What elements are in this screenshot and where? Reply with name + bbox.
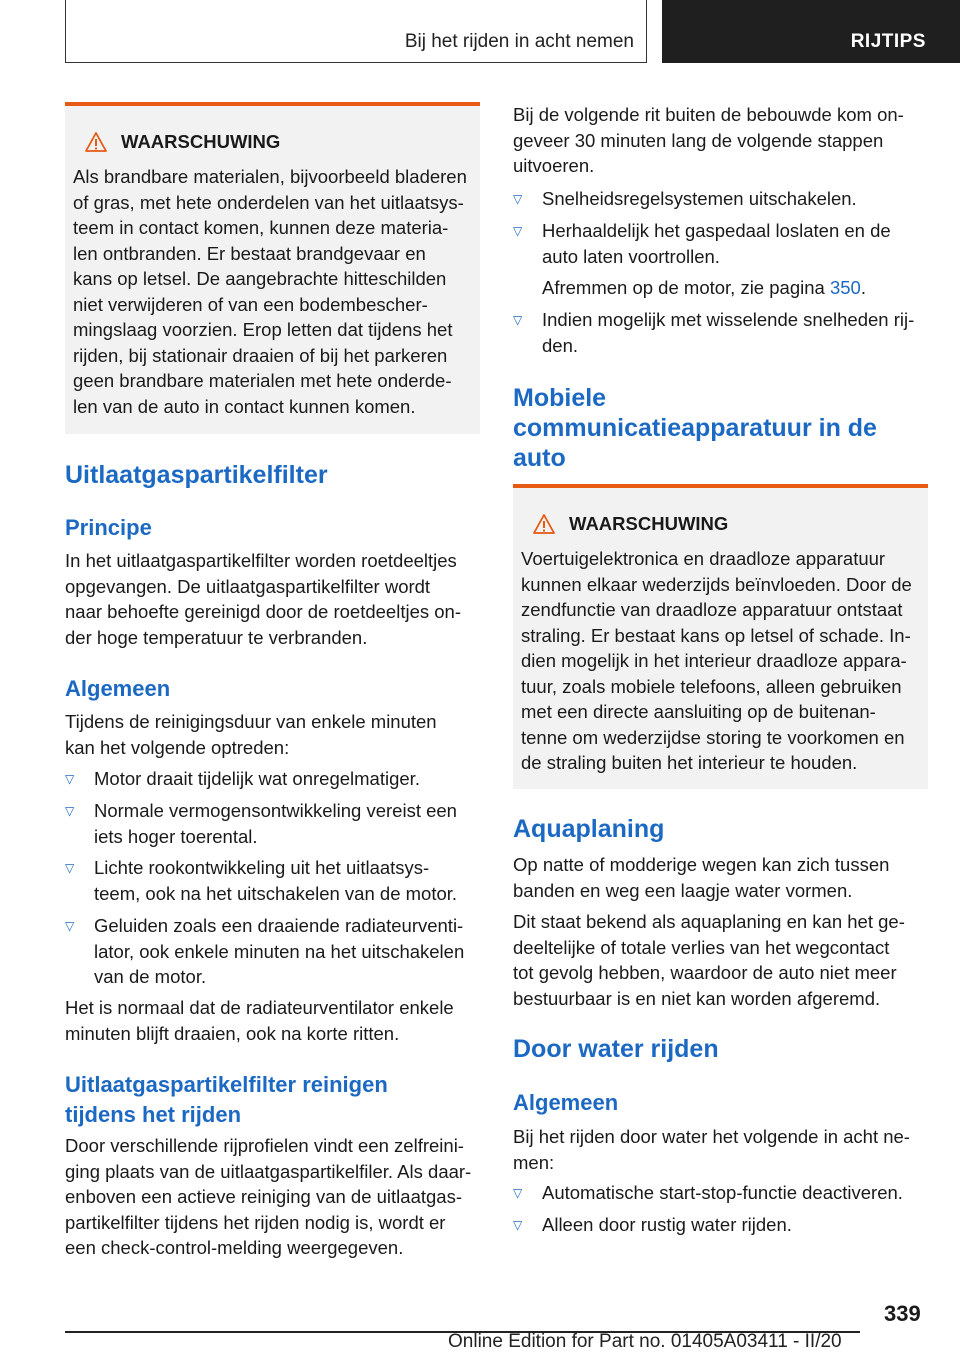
text-line: Snelheidsregelsystemen uitschakelen. bbox=[542, 188, 857, 209]
text-line: In het uitlaatgaspartikelfilter worden roetdeeltjes bbox=[65, 550, 457, 571]
edition-text: Online Edition for Part no. 01405A03411 - II/20 bbox=[448, 1331, 842, 1352]
water-paragraph bbox=[513, 1124, 928, 1175]
list-item bbox=[513, 1180, 928, 1206]
list-item bbox=[65, 855, 480, 906]
header-box bbox=[65, 0, 647, 63]
text-line: Bij het rijden door water het volgende in acht ne- bbox=[513, 1126, 910, 1147]
warning-line: teem in contact komen, kunnen deze materia- bbox=[73, 217, 449, 238]
text-line: men: bbox=[513, 1151, 555, 1173]
text-line: auto laten voortrollen. bbox=[542, 245, 720, 267]
warning-title bbox=[521, 512, 920, 536]
warning-line: len van de auto in contact kunnen komen. bbox=[73, 395, 416, 417]
aqua-paragraph-2 bbox=[513, 909, 928, 1011]
text-line: Herhaaldelijk het gaspedaal loslaten en de bbox=[542, 220, 891, 241]
text-line: den. bbox=[542, 334, 579, 356]
afremmen-text: Afremmen op de motor, zie pagina bbox=[542, 277, 830, 298]
heading-mobiele bbox=[513, 383, 877, 473]
aqua-paragraph-1 bbox=[513, 852, 928, 903]
list-item bbox=[513, 307, 928, 358]
list-item bbox=[65, 766, 480, 792]
principe-paragraph bbox=[65, 548, 480, 650]
afremmen-suffix: . bbox=[860, 277, 866, 298]
warning-line: straling. Er bestaat kans op letsel of schade. In- bbox=[521, 624, 911, 646]
warning-title-text: WAARSCHUWING bbox=[569, 513, 729, 534]
text-line: ging plaats van de uitlaatgaspartikelfiler. Als daar- bbox=[65, 1160, 472, 1182]
warning-line: tenne om wederzijdse storing te voorkomen en bbox=[521, 726, 905, 748]
list-item bbox=[65, 913, 480, 990]
warning-line: of gras, met hete onderdelen van het uitlaatsys- bbox=[73, 191, 464, 213]
warning-line: Voertuigelektronica en draadloze apparatuur bbox=[521, 548, 886, 569]
page-number: 339 bbox=[884, 1301, 921, 1326]
reinigen-paragraph bbox=[65, 1133, 480, 1261]
warning-line: mingslaag voorzien. Erop letten dat tijdens het bbox=[73, 319, 453, 340]
warning-triangle-icon bbox=[533, 514, 555, 534]
bullet-triangle-icon: ▽ bbox=[513, 313, 523, 327]
warning-box-radio bbox=[513, 484, 928, 789]
text-line: Bij de volgende rit buiten de bebouwde kom on- bbox=[513, 104, 904, 125]
list-item bbox=[513, 1212, 928, 1238]
warning-title-text: WAARSCHUWING bbox=[121, 131, 281, 152]
section-subtitle: Bij het rijden in acht nemen bbox=[404, 31, 634, 52]
warning-triangle-icon bbox=[85, 132, 107, 152]
bullet-triangle-icon: ▽ bbox=[65, 861, 75, 875]
text-line: Door verschillende rijprofielen vindt een zelfreini- bbox=[65, 1135, 464, 1156]
text-line: opgevangen. De uitlaatgaspartikelfilter wordt bbox=[65, 575, 431, 597]
text-line: uitvoeren. bbox=[513, 155, 595, 176]
heading-algemeen-water: Algemeen bbox=[513, 1090, 619, 1115]
heading-algemeen: Algemeen bbox=[65, 676, 171, 701]
heading-line: Mobiele bbox=[513, 384, 607, 412]
text-line: kan het volgende optreden: bbox=[65, 736, 290, 758]
heading-principe: Principe bbox=[65, 515, 152, 540]
bullet-triangle-icon: ▽ bbox=[65, 804, 75, 818]
list-item bbox=[513, 218, 928, 301]
normaal-paragraph bbox=[65, 995, 480, 1046]
heading-filter: Uitlaatgaspartikelfilter bbox=[65, 461, 328, 489]
bullet-triangle-icon: ▽ bbox=[513, 192, 523, 206]
text-line: bestuurbaar is en niet kan worden afgeremd. bbox=[513, 987, 881, 1009]
section-tab bbox=[662, 0, 960, 63]
text-line: Indien mogelijk met wisselende snelheden rij- bbox=[542, 309, 915, 330]
warning-box-heat bbox=[65, 102, 480, 434]
heading-aquaplaning: Aquaplaning bbox=[513, 815, 665, 843]
warning-line: rijden, bij stationair draaien of bij het parkeren bbox=[73, 344, 448, 366]
text-line: der hoge temperatuur te verbranden. bbox=[65, 626, 368, 648]
heading-reinigen bbox=[65, 1070, 388, 1130]
text-line: iets hoger toerental. bbox=[94, 825, 258, 847]
text-line: minuten blijft draaien, ook na korte ritten. bbox=[65, 1022, 400, 1044]
text-line: Normale vermogensontwikkeling vereist een bbox=[94, 800, 457, 821]
text-line: een check-control-melding weergegeven. bbox=[65, 1237, 404, 1258]
bullet-triangle-icon: ▽ bbox=[513, 1186, 523, 1200]
warning-line: niet verwijderen of van een bodembescher- bbox=[73, 293, 428, 315]
text-line: teem, ook na het uitschakelen van de motor. bbox=[94, 882, 458, 904]
heading-line: auto bbox=[513, 444, 566, 472]
bullet-triangle-icon: ▽ bbox=[513, 224, 523, 238]
warning-title bbox=[73, 130, 472, 154]
text-line: deeltelijke of totale verlies van het wegcontact bbox=[513, 936, 890, 958]
text-line: Motor draait tijdelijk wat onregelmatiger. bbox=[94, 768, 420, 789]
heading-line: tijdens het rijden bbox=[65, 1102, 242, 1127]
text-line: enboven een actieve reiniging van de uitlaatgas- bbox=[65, 1186, 463, 1207]
text-line: Op natte of modderige wegen kan zich tussen bbox=[513, 854, 890, 875]
heading-line: communicatieapparatuur in de bbox=[513, 414, 877, 442]
warning-line: geen brandbare materialen met hete onderde- bbox=[73, 370, 452, 391]
page-link-350[interactable]: 350 bbox=[829, 277, 861, 298]
warning-line: zendfunctie van draadloze apparatuur ontstaat bbox=[521, 599, 903, 620]
warning-line: de straling buiten het interieur te houden. bbox=[521, 752, 858, 773]
text-line: Dit staat bekend als aquaplaning en kan het ge- bbox=[513, 911, 905, 932]
text-line: Het is normaal dat de radiateurventilator enkele bbox=[65, 997, 454, 1018]
bullet-triangle-icon: ▽ bbox=[513, 1218, 523, 1232]
bullet-triangle-icon: ▽ bbox=[65, 919, 75, 933]
warning-line: kans op letsel. De aangebrachte hitteschilden bbox=[73, 268, 447, 289]
text-line: Lichte rookontwikkeling uit het uitlaatsys- bbox=[94, 857, 430, 878]
text-line: Geluiden zoals een draaiende radiateurventi- bbox=[94, 915, 464, 936]
warning-line: len ontbranden. Er bestaat brandgevaar en bbox=[73, 242, 426, 264]
text-line: van de motor. bbox=[94, 966, 207, 987]
list-item bbox=[65, 798, 480, 849]
warning-line: kunnen elkaar wederzijds beïnvloeden. Door de bbox=[521, 573, 912, 595]
algemeen-paragraph bbox=[65, 709, 480, 760]
section-tab-label: RIJTIPS bbox=[850, 31, 926, 52]
warning-line: tuur, zoals mobiele telefoons, alleen gebruiken bbox=[521, 675, 902, 697]
warning-line: dien mogelijk in het interieur draadloze appara- bbox=[521, 650, 907, 671]
text-line: Alleen door rustig water rijden. bbox=[542, 1214, 792, 1235]
text-line: naar behoefte gereinigd door de roetdeeltjes on- bbox=[65, 601, 461, 622]
heading-line: Uitlaatgaspartikelfilter reinigen bbox=[65, 1072, 388, 1097]
warning-line: met een directe aansluiting op de buitenan- bbox=[521, 701, 876, 722]
list-item bbox=[513, 186, 928, 212]
text-line: lator, ook enkele minuten na het uitschakelen bbox=[94, 940, 465, 962]
afremmen-line bbox=[542, 275, 891, 301]
text-line: Automatische start-stop-functie deactiveren. bbox=[542, 1182, 903, 1203]
intro-paragraph bbox=[513, 102, 928, 179]
warning-line: Als brandbare materialen, bijvoorbeeld bladeren bbox=[73, 166, 467, 187]
bullet-triangle-icon: ▽ bbox=[65, 772, 75, 786]
heading-water: Door water rijden bbox=[513, 1035, 719, 1063]
text-line: geveer 30 minuten lang de volgende stappen bbox=[513, 129, 884, 151]
text-line: tot gevolg hebben, waardoor de auto niet meer bbox=[513, 962, 897, 983]
text-line: banden en weg een laagje water vormen. bbox=[513, 879, 853, 901]
text-line: partikelfilter tijdens het rijden nodig is, wordt er bbox=[65, 1211, 446, 1233]
text-line: Tijdens de reinigingsduur van enkele minuten bbox=[65, 711, 437, 732]
